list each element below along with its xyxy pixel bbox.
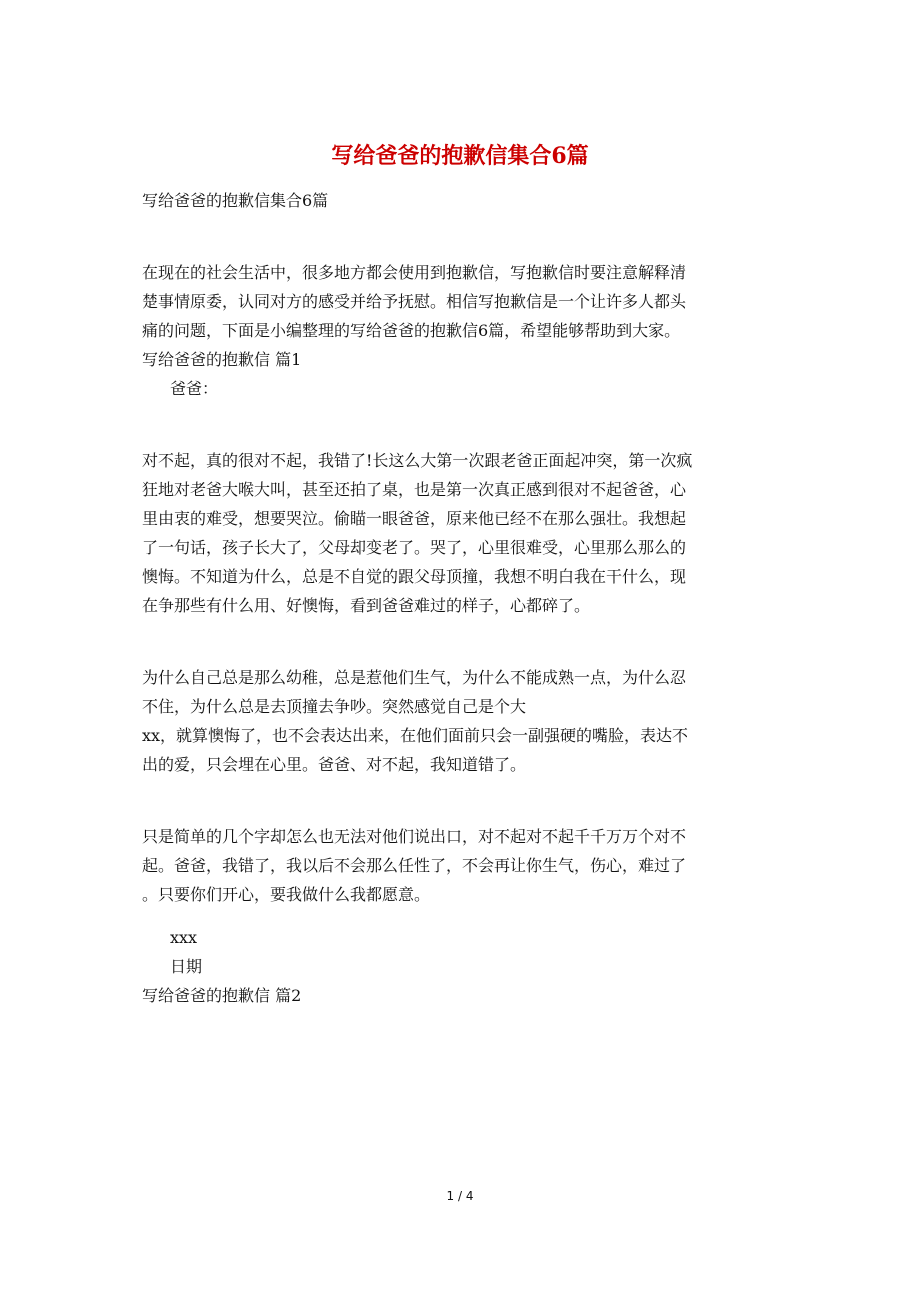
document-title: 写给爸爸的抱歉信集合6篇 bbox=[331, 143, 589, 169]
paragraph-line: 了一句话，孩子长大了，父母却变老了。哭了，心里很难受，心里那么那么的 bbox=[142, 538, 687, 557]
paragraph-line: 不住，为什么总是去顶撞去争吵。突然感觉自己是个大 bbox=[142, 697, 527, 716]
intro-paragraph bbox=[142, 258, 778, 345]
intro-line: 在现在的社会生活中，很多地方都会使用到抱歉信，写抱歉信时要注意解释清 bbox=[142, 263, 687, 282]
section2-heading: 写给爸爸的抱歉信 篇2 bbox=[142, 986, 302, 1005]
paragraph-line: 为什么自己总是那么幼稚，总是惹他们生气，为什么不能成熟一点，为什么忍 bbox=[142, 668, 687, 687]
intro-line: 楚事情原委，认同对方的感受并给予抚慰。相信写抱歉信是一个让许多人都头 bbox=[142, 292, 687, 311]
salutation: 爸爸： bbox=[170, 379, 219, 398]
paragraph-line: 狂地对老爸大喉大叫，甚至还拍了桌，也是第一次真正感到很对不起爸爸，心 bbox=[142, 480, 687, 499]
paragraph-line: 里由衷的难受，想要哭泣。偷瞄一眼爸爸，原来他已经不在那么强壮。我想起 bbox=[142, 509, 687, 528]
paragraph-line: 懊悔。不知道为什么，总是不自觉的跟父母顶撞，我想不明白我在干什么，现 bbox=[142, 567, 687, 586]
document-subtitle: 写给爸爸的抱歉信集合6篇 bbox=[142, 191, 329, 210]
intro-line: 痛的问题，下面是小编整理的写给爸爸的抱歉信6篇，希望能够帮助到大家。 bbox=[142, 321, 681, 340]
paragraph-line: xx，就算懊悔了，也不会表达出来，在他们面前只会一副强硬的嘴脸，表达不 bbox=[142, 726, 689, 745]
page-number: 1 / 4 bbox=[446, 1189, 474, 1203]
letter-paragraph-3 bbox=[142, 822, 778, 909]
paragraph-line: 只是简单的几个字却怎么也无法对他们说出口，对不起对不起千千万万个对不 bbox=[142, 827, 687, 846]
paragraph-line: 对不起，真的很对不起，我错了!长这么大第一次跟老爸正面起冲突，第一次疯 bbox=[142, 451, 693, 470]
paragraph-line: 在争那些有什么用、好懊悔，看到爸爸难过的样子，心都碎了。 bbox=[142, 596, 591, 615]
signature: xxx bbox=[170, 928, 198, 947]
date-label: 日期 bbox=[170, 957, 203, 976]
document-body bbox=[142, 186, 778, 1010]
paragraph-line: 出的爱，只会埋在心里。爸爸、对不起，我知道错了。 bbox=[142, 755, 527, 774]
letter-paragraph-2 bbox=[142, 663, 778, 779]
section1-heading: 写给爸爸的抱歉信 篇1 bbox=[142, 350, 302, 369]
letter-paragraph-1 bbox=[142, 446, 778, 620]
paragraph-line: 。只要你们开心，要我做什么我都愿意。 bbox=[142, 885, 431, 904]
paragraph-line: 起。爸爸，我错了，我以后不会那么任性了，不会再让你生气，伤心，难过了 bbox=[142, 856, 687, 875]
